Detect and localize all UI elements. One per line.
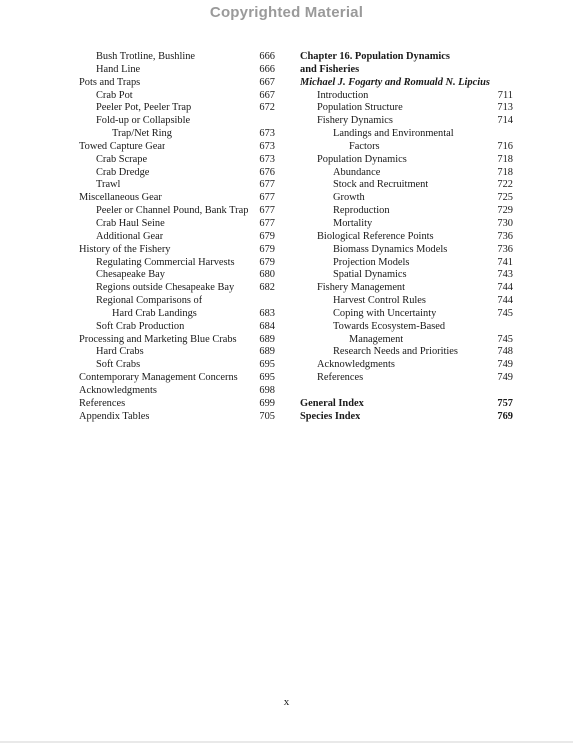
toc-entry-title: References bbox=[79, 397, 126, 409]
toc-entry-title: Crab Pot bbox=[96, 89, 133, 101]
toc-entry-page: 677 bbox=[259, 205, 275, 217]
toc-entry bbox=[300, 179, 513, 192]
toc-entry-title: Towards Ecosystem-Based bbox=[333, 320, 446, 332]
toc-entry bbox=[300, 128, 513, 141]
toc-entry-title: Chesapeake Bay bbox=[96, 269, 165, 281]
toc-entry-page: 730 bbox=[497, 217, 513, 229]
toc-entry bbox=[300, 231, 513, 244]
toc-entry-page: 698 bbox=[259, 384, 275, 396]
toc-entry bbox=[79, 372, 275, 385]
toc-entry-page: 745 bbox=[497, 307, 513, 319]
toc-entry bbox=[300, 321, 513, 334]
toc-entry bbox=[79, 154, 275, 167]
toc-entry-page: 677 bbox=[259, 179, 275, 191]
toc-entry-title: Trap/Net Ring bbox=[112, 128, 172, 140]
toc-entry-title: Peeler Pot, Peeler Trap bbox=[96, 102, 192, 114]
toc-entry-page: 713 bbox=[497, 102, 513, 114]
toc-entry-title: Hand Line bbox=[96, 63, 141, 75]
toc-entry-title: Towed Capture Gear bbox=[79, 140, 166, 152]
toc-entry-title: Additional Gear bbox=[96, 230, 164, 242]
toc-entry-page: 744 bbox=[497, 295, 513, 307]
toc-entry-page: 757 bbox=[497, 397, 513, 409]
toc-entry-page: 718 bbox=[497, 153, 513, 165]
toc-entry bbox=[300, 398, 513, 411]
toc-entry-title: Abundance bbox=[333, 166, 381, 178]
toc-entry-page: 736 bbox=[497, 230, 513, 242]
toc-entry bbox=[79, 51, 275, 64]
toc-entry-page: 679 bbox=[259, 243, 275, 255]
toc-entry-page: 677 bbox=[259, 217, 275, 229]
toc-entry-page: 667 bbox=[259, 89, 275, 101]
toc-entry-title: Acknowledgments bbox=[79, 384, 157, 396]
toc-entry-page: 673 bbox=[259, 153, 275, 165]
toc-entry-page: 683 bbox=[259, 307, 275, 319]
toc-entry-title: Coping with Uncertainty bbox=[333, 307, 437, 319]
toc-entry-page: 699 bbox=[259, 397, 275, 409]
toc-entry bbox=[79, 359, 275, 372]
toc-entry-title: Appendix Tables bbox=[79, 410, 150, 422]
toc-entry-title: Trawl bbox=[96, 179, 121, 191]
toc-entry bbox=[300, 102, 513, 115]
toc-entry bbox=[300, 167, 513, 180]
toc-entry-title: Crab Dredge bbox=[96, 166, 150, 178]
toc-entry-page: 673 bbox=[259, 140, 275, 152]
toc-entry-title: Biological Reference Points bbox=[317, 230, 434, 242]
toc-entry bbox=[79, 269, 275, 282]
toc-entry-title: Regions outside Chesapeake Bay bbox=[96, 282, 235, 294]
toc-entry-title: Soft Crab Production bbox=[96, 320, 185, 332]
toc-entry-title: Harvest Control Rules bbox=[333, 295, 426, 307]
toc-entry bbox=[300, 115, 513, 128]
toc-entry-title: Contemporary Management Concerns bbox=[79, 372, 238, 384]
toc-entry-title: General Index bbox=[300, 397, 364, 409]
toc-entry-page: 667 bbox=[259, 76, 275, 88]
toc-entry-page: 689 bbox=[259, 333, 275, 345]
toc-entry-title: Regulating Commercial Harvests bbox=[96, 256, 235, 268]
toc-entry-title: Mortality bbox=[333, 217, 373, 229]
toc-entry bbox=[300, 64, 513, 77]
toc-entry bbox=[79, 167, 275, 180]
toc-entry-title: Factors bbox=[349, 140, 380, 152]
toc-entry bbox=[300, 372, 513, 385]
toc-entry bbox=[300, 192, 513, 205]
toc-entry bbox=[79, 334, 275, 347]
toc-entry-title: Introduction bbox=[317, 89, 369, 101]
toc-entry bbox=[79, 128, 275, 141]
toc-entry-title: Pots and Traps bbox=[79, 76, 141, 88]
toc-entry-page: 684 bbox=[259, 320, 275, 332]
toc-entry bbox=[79, 257, 275, 270]
toc-entry-title: Hard Crabs bbox=[96, 346, 144, 358]
toc-entry-page: 745 bbox=[497, 333, 513, 345]
toc-entry-title: Projection Models bbox=[333, 256, 410, 268]
toc-entry-page: 682 bbox=[259, 282, 275, 294]
toc-entry bbox=[300, 141, 513, 154]
toc-entry bbox=[300, 90, 513, 103]
toc-entry bbox=[79, 244, 275, 257]
toc-entry-title: Processing and Marketing Blue Crabs bbox=[79, 333, 237, 345]
toc-entry-title: Crab Haul Seine bbox=[96, 217, 165, 229]
toc-entry bbox=[79, 205, 275, 218]
toc-entry-page: 769 bbox=[497, 410, 513, 422]
toc-entry-title: Fold-up or Collapsible bbox=[96, 115, 191, 127]
toc-entry-page: 679 bbox=[259, 256, 275, 268]
toc-entry bbox=[300, 51, 513, 64]
toc-entry bbox=[300, 77, 513, 90]
copyright-watermark: Copyrighted Material bbox=[209, 4, 364, 21]
toc-entry-title: Fishery Management bbox=[317, 282, 406, 294]
toc-entry-page: 736 bbox=[497, 243, 513, 255]
toc-entry-page: 695 bbox=[259, 372, 275, 384]
toc-entry bbox=[300, 205, 513, 218]
toc-entry-page: 725 bbox=[497, 192, 513, 204]
toc-entry-page: 676 bbox=[259, 166, 275, 178]
toc-entry-page: 749 bbox=[497, 359, 513, 371]
toc-entry bbox=[79, 218, 275, 231]
toc-entry-title: Biomass Dynamics Models bbox=[333, 243, 448, 255]
page-number: x bbox=[283, 696, 290, 708]
toc-entry-title: Soft Crabs bbox=[96, 359, 141, 371]
toc-entry-title: Peeler or Channel Pound, Bank Trap bbox=[96, 205, 249, 217]
toc-entry bbox=[300, 295, 513, 308]
toc-entry bbox=[79, 385, 275, 398]
toc-entry bbox=[79, 77, 275, 90]
toc-entry-page: 677 bbox=[259, 192, 275, 204]
toc-entry bbox=[79, 231, 275, 244]
toc-entry bbox=[79, 192, 275, 205]
toc-entry-page: 748 bbox=[497, 346, 513, 358]
toc-entry bbox=[79, 141, 275, 154]
toc-entry bbox=[79, 346, 275, 359]
toc-entry-page: 744 bbox=[497, 282, 513, 294]
toc-entry bbox=[79, 282, 275, 295]
toc-entry-title: Reproduction bbox=[333, 205, 390, 217]
toc-entry-title: Landings and Environmental bbox=[333, 128, 454, 140]
toc-right-column bbox=[300, 51, 513, 423]
toc-entry-title: History of the Fishery bbox=[79, 243, 171, 255]
toc-entry-title: Miscellaneous Gear bbox=[79, 192, 162, 204]
toc-entry-page: 741 bbox=[497, 256, 513, 268]
toc-entry bbox=[300, 308, 513, 321]
toc-entry-page: 718 bbox=[497, 166, 513, 178]
toc-entry-page: 722 bbox=[497, 179, 513, 191]
toc-entry-title: Research Needs and Priorities bbox=[333, 346, 458, 358]
toc-entry-page: 689 bbox=[259, 346, 275, 358]
toc-entry bbox=[79, 398, 275, 411]
toc-entry bbox=[79, 295, 275, 308]
toc-entry bbox=[79, 102, 275, 115]
toc-entry bbox=[300, 411, 513, 424]
toc-entry-title: Population Structure bbox=[317, 102, 403, 114]
toc-entry-page: 705 bbox=[259, 410, 275, 422]
toc-entry bbox=[79, 321, 275, 334]
toc-entry bbox=[300, 218, 513, 231]
toc-left-column bbox=[79, 51, 275, 423]
toc-entry-title: Stock and Recruitment bbox=[333, 179, 429, 191]
toc-entry-page: 680 bbox=[259, 269, 275, 281]
toc-entry bbox=[79, 64, 275, 77]
toc-entry bbox=[300, 257, 513, 270]
toc-entry-title: Spatial Dynamics bbox=[333, 269, 407, 281]
toc-entry-page: 749 bbox=[497, 372, 513, 384]
toc-entry-title: Population Dynamics bbox=[317, 153, 407, 165]
toc-entry-page: 729 bbox=[497, 205, 513, 217]
toc-entry-page: 714 bbox=[497, 115, 513, 127]
toc-entry bbox=[300, 154, 513, 167]
toc-entry-page: 711 bbox=[497, 89, 513, 101]
toc-entry-title: Species Index bbox=[300, 410, 361, 422]
toc-entry bbox=[79, 308, 275, 321]
toc-entry-title: Crab Scrape bbox=[96, 153, 148, 165]
toc-entry-page: 743 bbox=[497, 269, 513, 281]
toc-entry bbox=[79, 411, 275, 424]
toc-entry-page: 673 bbox=[259, 128, 275, 140]
toc-entry bbox=[300, 269, 513, 282]
toc-entry-title: Acknowledgments bbox=[317, 359, 395, 371]
toc-entry bbox=[300, 346, 513, 359]
toc-entry bbox=[300, 244, 513, 257]
toc-entry-page: 695 bbox=[259, 359, 275, 371]
toc-entry-title: Hard Crab Landings bbox=[112, 307, 197, 319]
toc-entry-title: Michael J. Fogarty and Romuald N. Lipcius bbox=[300, 76, 490, 88]
toc-entry-page: 672 bbox=[259, 102, 275, 114]
toc-entry bbox=[79, 179, 275, 192]
toc-entry bbox=[300, 282, 513, 295]
toc-entry-title: Bush Trotline, Bushline bbox=[96, 51, 196, 62]
toc-entry-title: and Fisheries bbox=[300, 63, 360, 75]
toc-entry bbox=[300, 359, 513, 372]
toc-entry-title: References bbox=[317, 372, 364, 384]
toc-entry-title: Management bbox=[349, 333, 404, 345]
toc-entry-page: 716 bbox=[497, 140, 513, 152]
toc-entry-title: Regional Comparisons of bbox=[96, 295, 203, 307]
toc-entry-title: Growth bbox=[333, 192, 365, 204]
toc-entry-title: Chapter 16. Population Dynamics bbox=[300, 51, 450, 62]
toc-entry bbox=[79, 115, 275, 128]
toc-entry bbox=[79, 90, 275, 103]
toc-entry-page: 666 bbox=[259, 51, 275, 62]
toc-entry-page: 666 bbox=[259, 63, 275, 75]
toc-entry-title: Fishery Dynamics bbox=[317, 115, 393, 127]
toc-entry-page: 679 bbox=[259, 230, 275, 242]
toc-entry bbox=[300, 334, 513, 347]
